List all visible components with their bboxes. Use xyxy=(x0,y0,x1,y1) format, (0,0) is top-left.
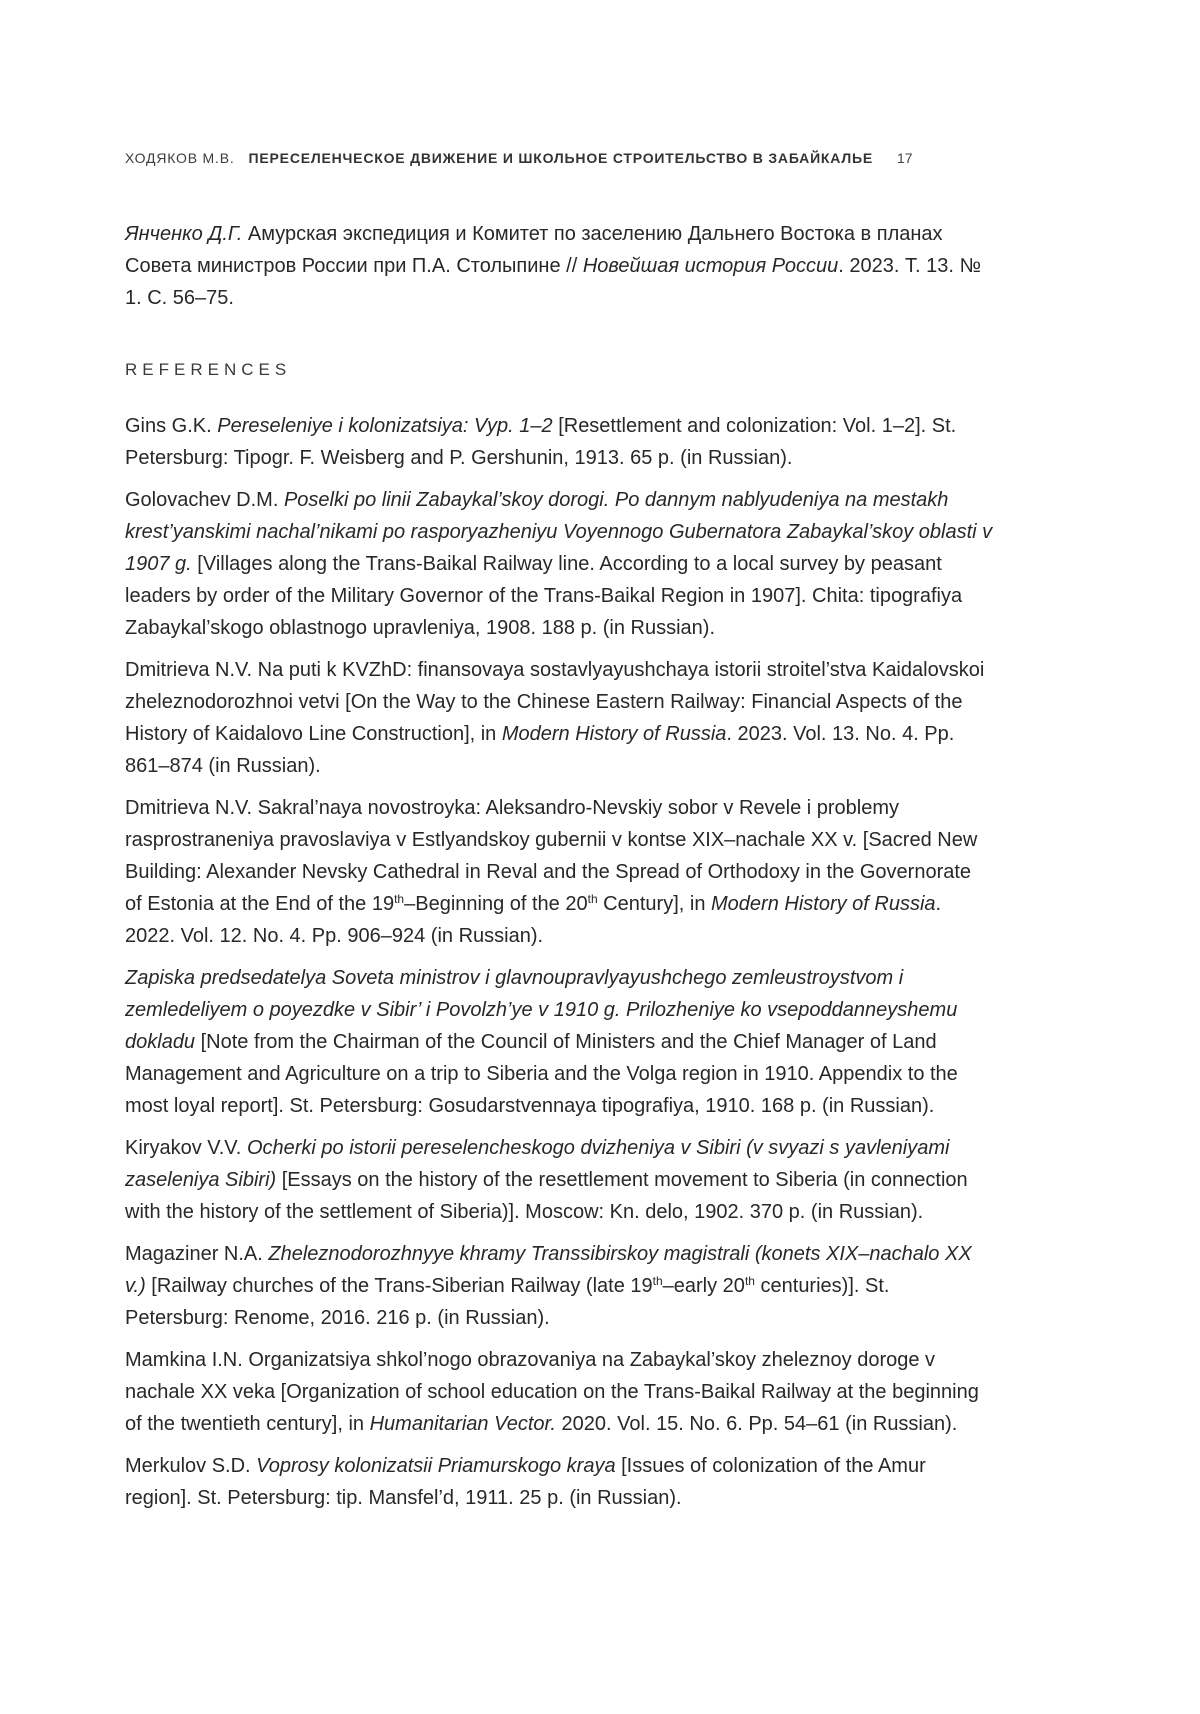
page-content xyxy=(125,218,993,1524)
reference-entry: Mamkina I.N. Organizatsiya shkol’nogo obrazovaniya na Zabaykal’skoy zheleznoy doroge v nachale XX veka [Organization of school education on the Trans-Baikal Railway at the beginning of the twentieth century], in Humanitarian Vector. 2020. Vol. 15. No. 6. Pp. 54–61 (in Russian). xyxy=(125,1349,979,1435)
running-header-title: ПЕРЕСЕЛЕНЧЕСКОЕ ДВИЖЕНИЕ И ШКОЛЬНОЕ СТРОИТЕЛЬСТВО В ЗАБАЙКАЛЬЕ xyxy=(248,150,873,166)
reference-entry: Magaziner N.A. Zheleznodorozhnyye khramy Transsibirskoy magistrali (konets XIX–nachalo XX v.) [Railway churches of the Trans-Siberian Railway (late 19th–early 20th centuries)]. St. Petersburg: Renome, 2016. 216 p. (in Russian). xyxy=(125,1243,972,1329)
running-header xyxy=(125,150,913,166)
reference-entry: Kiryakov V.V. Ocherki po istorii pereselencheskogo dvizheniya v Sibiri (v svyazi s yavleniyami zaseleniya Sibiri) [Essays on the history of the resettlement movement to Siberia (in connection with the history of the settlement of Siberia)]. Moscow: Kn. delo, 1902. 370 p. (in Russian). xyxy=(125,1137,968,1223)
reference-entry: Dmitrieva N.V. Na puti k KVZhD: finansovaya sostavlyayushchaya istorii stroitel’stva Kaidalovskoi zheleznodorozhnoi vetvi [On the Way to the Chinese Eastern Railway: Financial Aspects of the History of Kaidalovo Line Construction], in Modern History of Russia. 2023. Vol. 13. No. 4. Pp. 861–874 (in Russian). xyxy=(125,659,985,777)
references-list xyxy=(125,410,993,1514)
references-heading: REFERENCES xyxy=(125,360,292,379)
reference-entry: Dmitrieva N.V. Sakral’naya novostroyka: Aleksandro-Nevskiy sobor v Revele i problemy rasprostraneniya pravoslaviya v Estlyandskoy gubernii v kontse XIX–nachale XX v. [Sacred New Building: Alexander Nevsky Cathedral in Reval and the Spread of Orthodoxy in the Governorate of Estonia at the End of the 19th–Beginning of the 20th Century], in Modern History of Russia. 2022. Vol. 12. No. 4. Pp. 906–924 (in Russian). xyxy=(125,797,978,947)
reference-entry: Gins G.K. Pereseleniye i kolonizatsiya: Vyp. 1–2 [Resettlement and colonization: Vol. 1–2]. St. Petersburg: Tipogr. F. Weisberg and P. Gershunin, 1913. 65 p. (in Russian). xyxy=(125,415,957,469)
running-header-author: ХОДЯКОВ М.В. xyxy=(125,150,235,166)
reference-entry: Zapiska predsedatelya Soveta ministrov i glavnoupravlyayushchego zemleustroystvom i zemledeliyem o poyezdke v Sibir’ i Povolzh’ye v 1910 g. Prilozheniye ko vsepoddanneyshemu dokladu [Note from the Chairman of the Council of Ministers and the Chief Manager of Land Management and Agriculture on a trip to Siberia and the Volga region in 1910. Appendix to the most loyal report]. St. Petersburg: Gosudarstvennaya tipografiya, 1910. 168 p. (in Russian). xyxy=(125,967,958,1117)
reference-entry: Golovachev D.M. Poselki po linii Zabaykal’skoy dorogi. Po dannym nablyudeniya na mestakh krest’yanskimi nachal’nikami po rasporyazheniyu Voyennogo Gubernatora Zabaykal’skoy oblasti v 1907 g. [Villages along the Trans-Baikal Railway line. According to a local survey by peasant leaders by order of the Military Governor of the Trans-Baikal Region in 1907]. Chita: tipografiya Zabaykal’skogo oblastnogo upravleniya, 1908. 188 p. (in Russian). xyxy=(125,489,993,639)
citation-paragraph: Янченко Д.Г. Амурская экспедиция и Комитет по заселению Дальнего Востока в планах Совета министров России при П.А. Столыпине // Новейшая история России. 2023. Т. 13. № 1. С. 56–75. xyxy=(125,223,981,309)
reference-entry: Merkulov S.D. Voprosy kolonizatsii Priamurskogo kraya [Issues of colonization of the Amur region]. St. Petersburg: tip. Mansfel’d, 1911. 25 p. (in Russian). xyxy=(125,1455,926,1509)
page-number: 17 xyxy=(896,150,913,166)
